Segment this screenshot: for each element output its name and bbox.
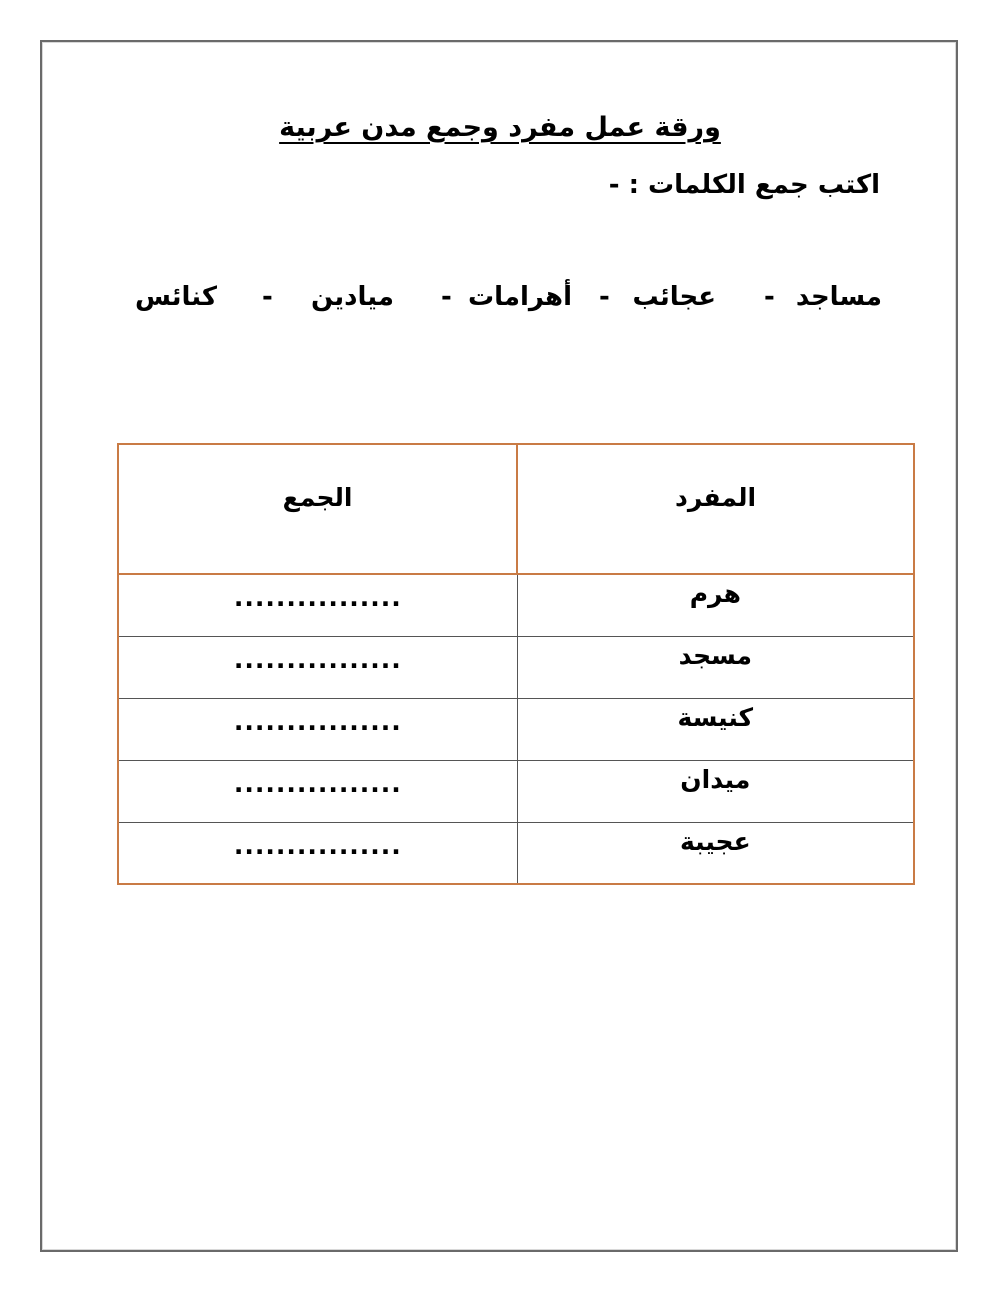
- singular-cell: عجيبة: [517, 822, 914, 884]
- singular-plural-table: [117, 443, 915, 885]
- word-bank: [0, 282, 1000, 318]
- worksheet-title-text: ورقة عمل مفرد وجمع مدن عربية: [279, 112, 721, 143]
- plural-answer-blank[interactable]: ................: [118, 760, 517, 822]
- table-row: [118, 636, 914, 698]
- plural-answer-blank[interactable]: ................: [118, 636, 517, 698]
- word-bank-separator: -: [599, 282, 610, 312]
- plural-answer-blank[interactable]: ................: [118, 698, 517, 760]
- table-row: [118, 760, 914, 822]
- word-bank-separator: -: [764, 282, 775, 312]
- word-bank-item: أهرامات: [467, 282, 572, 312]
- header-singular: المفرد: [517, 444, 914, 574]
- singular-cell: ميدان: [517, 760, 914, 822]
- table-row: [118, 698, 914, 760]
- plural-answer-blank[interactable]: ................: [118, 822, 517, 884]
- word-bank-item: عجائب: [632, 282, 716, 312]
- table-header-row: [118, 444, 914, 574]
- word-bank-separator: -: [441, 282, 452, 312]
- plural-answer-blank[interactable]: ................: [118, 574, 517, 636]
- singular-cell: مسجد: [517, 636, 914, 698]
- worksheet-title: [0, 112, 1000, 143]
- header-plural: الجمع: [118, 444, 517, 574]
- word-bank-item: كنائس: [134, 282, 217, 312]
- table-row: [118, 574, 914, 636]
- word-bank-separator: -: [262, 282, 273, 312]
- word-bank-item: مساجد: [795, 282, 882, 312]
- singular-cell: كنيسة: [517, 698, 914, 760]
- word-bank-item: ميادين: [311, 282, 394, 312]
- instruction-text: اكتب جمع الكلمات : -: [608, 170, 880, 200]
- singular-cell: هرم: [517, 574, 914, 636]
- table-row: [118, 822, 914, 884]
